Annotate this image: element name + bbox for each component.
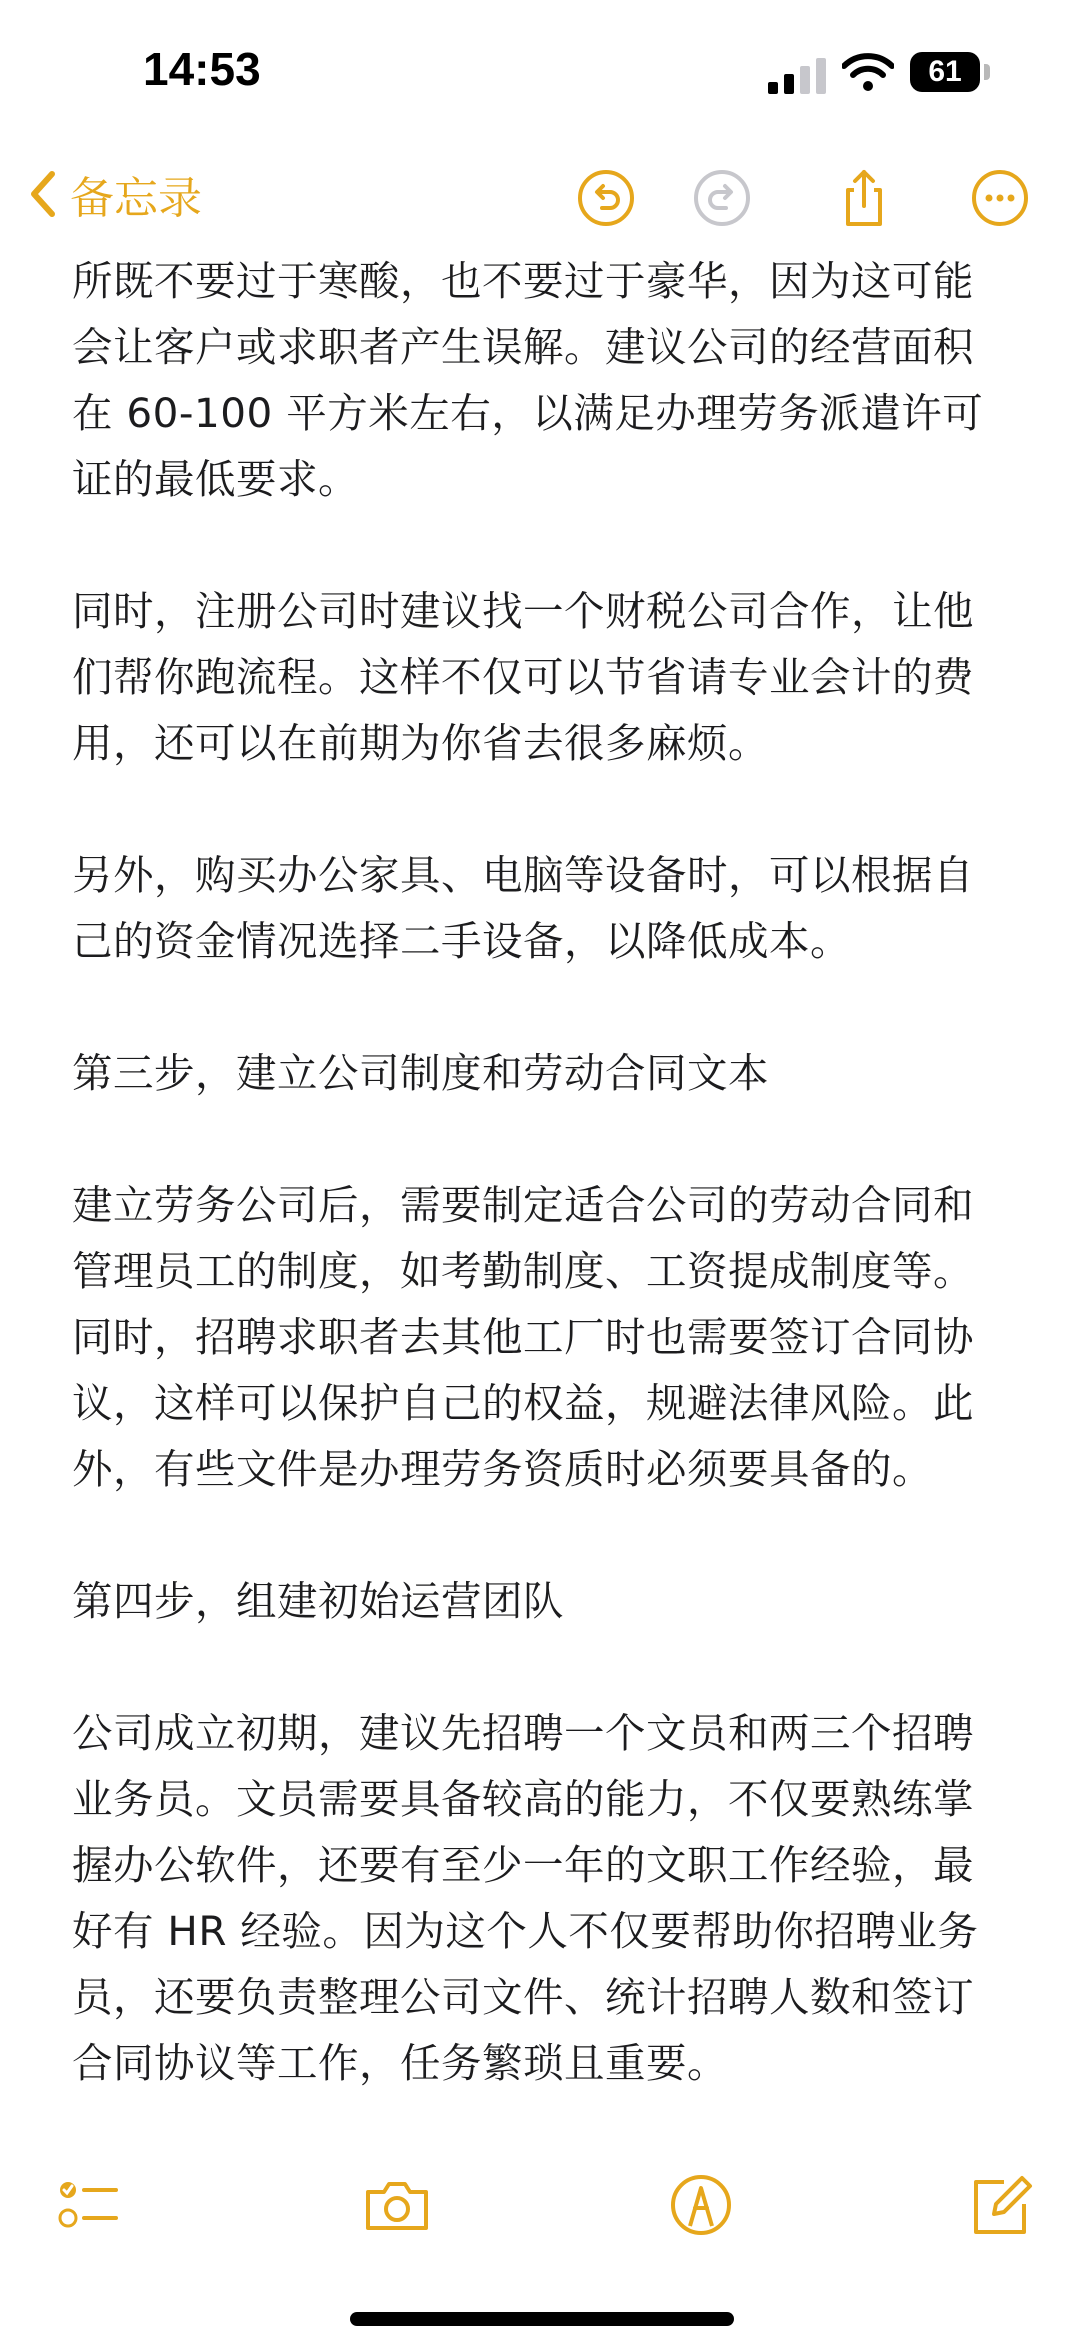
home-indicator[interactable] bbox=[350, 2312, 734, 2326]
battery-indicator: 61 bbox=[910, 52, 980, 92]
more-icon bbox=[970, 168, 1030, 228]
checklist-icon bbox=[54, 2170, 124, 2240]
cellular-signal-icon bbox=[768, 58, 828, 94]
undo-button[interactable] bbox=[576, 168, 636, 228]
markup-button[interactable] bbox=[666, 2170, 736, 2240]
compose-icon bbox=[966, 2170, 1036, 2240]
back-button[interactable] bbox=[28, 164, 202, 224]
battery-tip bbox=[984, 64, 990, 80]
note-paragraph: 另外，购买办公家具、电脑等设备时，可以根据自己的资金情况选择二手设备，以降低成本。 bbox=[72, 851, 974, 965]
share-button[interactable] bbox=[834, 168, 894, 228]
back-label: 备忘录 bbox=[70, 173, 202, 224]
chevron-left-icon bbox=[28, 170, 56, 218]
redo-icon bbox=[692, 168, 752, 228]
note-heading: 第三步，建立公司制度和劳动合同文本 bbox=[72, 1049, 769, 1097]
note-body[interactable] bbox=[72, 248, 1012, 2096]
share-icon bbox=[834, 168, 894, 228]
note-paragraph: 公司成立初期，建议先招聘一个文员和两三个招聘业务员。文员需要具备较高的能力，不仅要熟练掌握办公软件，还要有至少一年的文职工作经验，最好有 HR 经验。因为这个人不仅要帮助你招聘业务员，还要负责整理公司文件、统计招聘人数和签订合同协议等工作，任务繁琐且重要。 bbox=[72, 1709, 979, 2087]
camera-button[interactable] bbox=[362, 2170, 432, 2240]
status-bar bbox=[0, 0, 1080, 140]
bottom-toolbar bbox=[0, 2170, 1080, 2250]
note-paragraph: 所既不要过于寒酸，也不要过于豪华，因为这可能会让客户或求职者产生误解。建议公司的经营面积在 60-100 平方米左右，以满足办理劳务派遣许可证的最低要求。 bbox=[72, 257, 984, 503]
nav-bar bbox=[0, 140, 1080, 250]
note-paragraph: 同时，注册公司时建议找一个财税公司合作，让他们帮你跑流程。这样不仅可以节省请专业会计的费用，还可以在前期为你省去很多麻烦。 bbox=[72, 587, 974, 767]
undo-icon bbox=[576, 168, 636, 228]
redo-button[interactable] bbox=[692, 168, 752, 228]
checklist-button[interactable] bbox=[54, 2170, 124, 2240]
camera-icon bbox=[362, 2170, 432, 2240]
note-paragraph: 建立劳务公司后，需要制定适合公司的劳动合同和管理员工的制度，如考勤制度、工资提成制度等。同时，招聘求职者去其他工厂时也需要签订合同协议，这样可以保护自己的权益，规避法律风险。此外，有些文件是办理劳务资质时必须要具备的。 bbox=[72, 1181, 974, 1493]
wifi-icon bbox=[842, 52, 894, 92]
markup-pen-icon bbox=[666, 2170, 736, 2240]
compose-button[interactable] bbox=[966, 2170, 1036, 2240]
note-heading: 第四步，组建初始运营团队 bbox=[72, 1577, 564, 1625]
more-button[interactable] bbox=[970, 168, 1030, 228]
status-time: 14:53 bbox=[143, 43, 261, 95]
